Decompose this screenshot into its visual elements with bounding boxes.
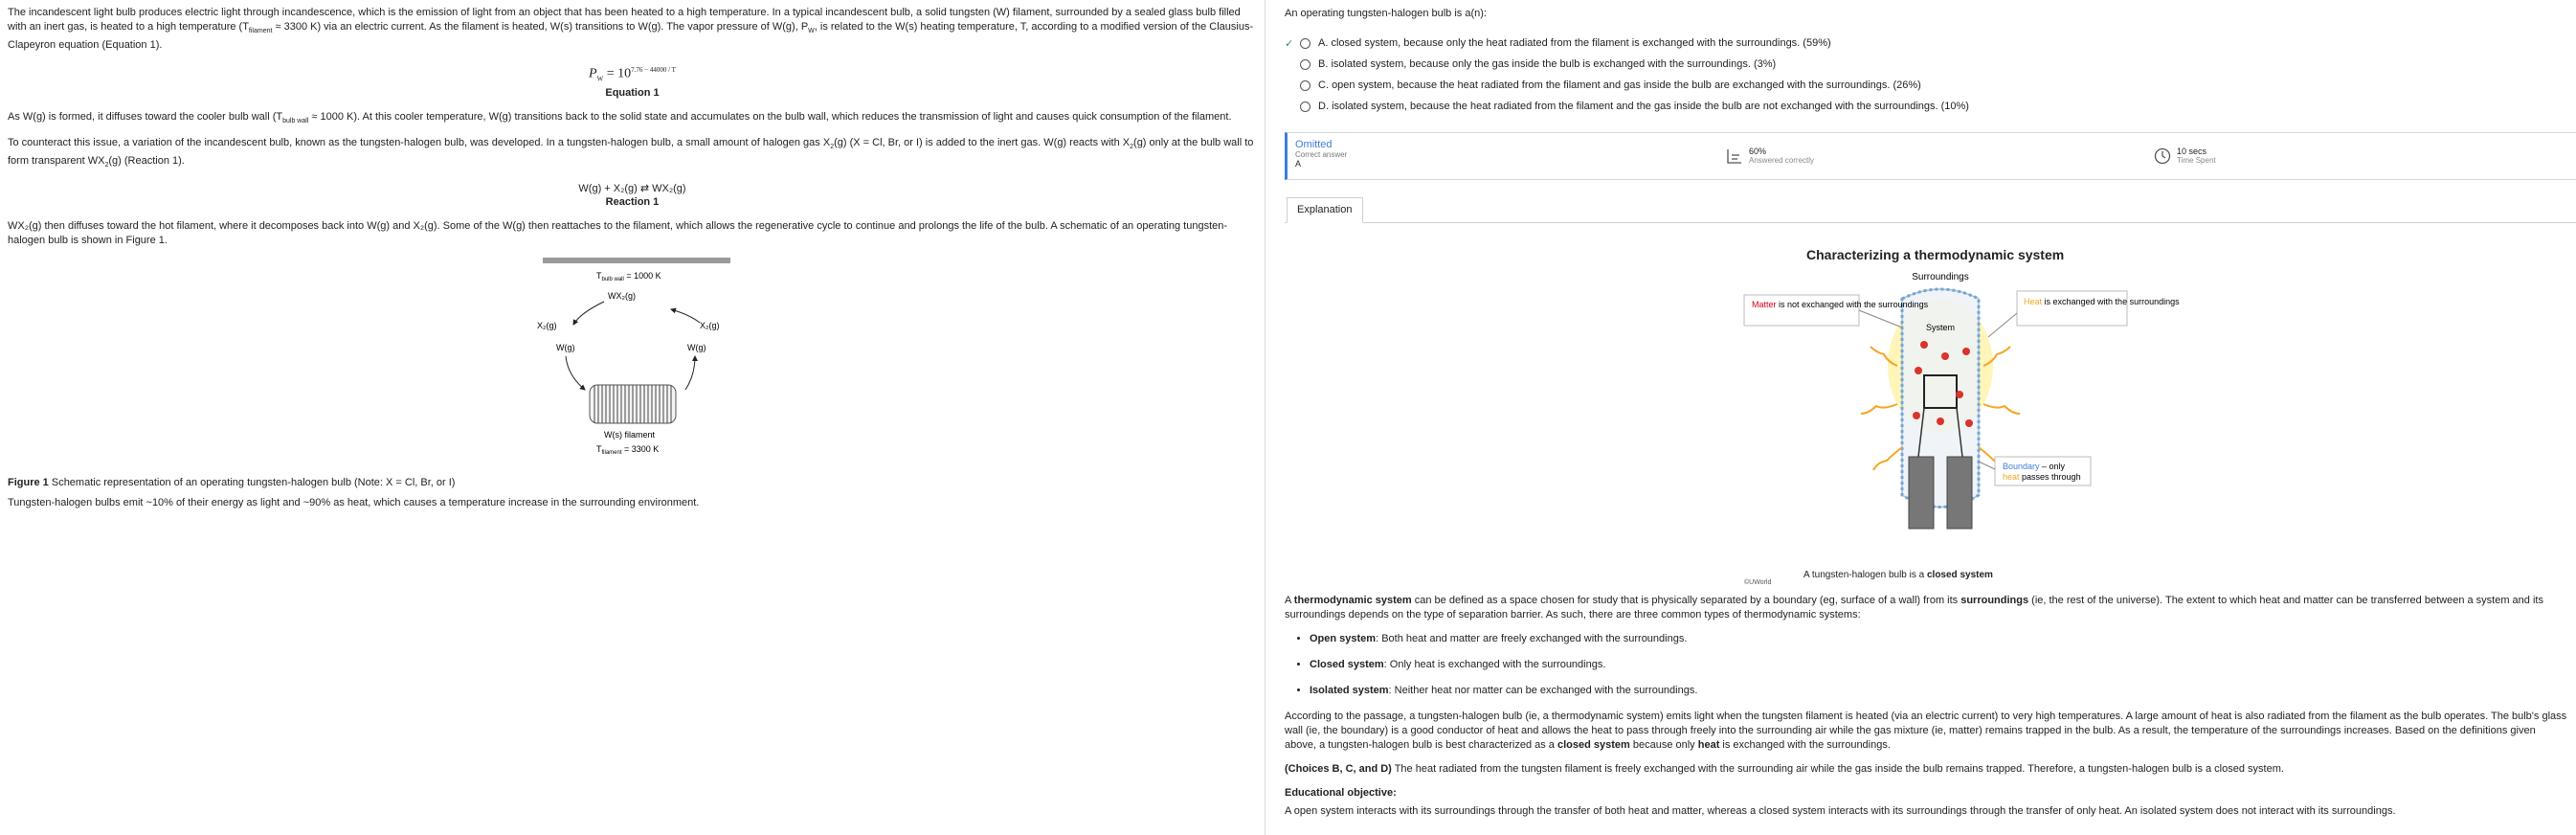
correct-answer-label: Correct answer <box>1295 150 1348 159</box>
diagram-caption: A tungsten-halogen bulb is a closed system <box>1803 570 1993 580</box>
radio-button[interactable] <box>1300 80 1310 91</box>
filament-coil <box>590 385 676 423</box>
arrow-left-to-filament <box>566 356 585 390</box>
time-label: Time Spent <box>2177 156 2216 165</box>
surroundings-label: Surroundings <box>1912 272 1969 282</box>
choice-c[interactable] <box>1285 75 1969 96</box>
tab-bar <box>1285 197 2576 223</box>
arrow-filament-to-right <box>685 356 695 390</box>
system-types-list <box>1285 632 2567 697</box>
radio-button[interactable] <box>1300 102 1310 112</box>
credit: ©UWorld <box>1744 579 1772 586</box>
percent-correct <box>1726 147 1814 165</box>
filament-label: W(s) filament <box>604 430 656 440</box>
choice-letter: B. <box>1318 58 1329 70</box>
heat-callout <box>1988 291 2180 337</box>
equation-1-label: Equation 1 <box>605 86 660 99</box>
list-item: • Open system: Both heat and matter are freely exchanged with the surroundings. <box>1310 632 2567 645</box>
correct-answer-value: A <box>1295 159 1302 169</box>
passage-paragraph-4: WX₂(g) then diffuses toward the hot filament, where it decomposes back into W(g) and X₂(g). Some of the W(g) then reattaches to the filament, which allows the regenerative cycle to continue and prolongs the life of the bulb. A schematic of an operating tungsten-halogen bulb is shown in Figure 1. <box>8 220 1228 247</box>
objective-text: A open system interacts with its surroundings through the transfer of both heat and matter, whereas a closed system interacts with its surroundings through the transfer of only heat. An isolated system does not interact with its surroundings. <box>1285 805 2396 817</box>
reaction-1-label: Reaction 1 <box>605 196 660 209</box>
status-text: Omitted <box>1295 139 1333 150</box>
question-stem: An operating tungsten-halogen bulb is a(n): <box>1285 8 1487 19</box>
w-right-label: W(g) <box>687 343 706 353</box>
time-value: 10 secs <box>2177 147 2207 156</box>
list-item: • Isolated system: Neither heat nor matter can be exchanged with the surroundings. <box>1310 684 2567 697</box>
answer-choices <box>1285 33 1969 117</box>
system-label: System <box>1925 323 1956 332</box>
explanation-paragraph-2: According to the passage, a tungsten-halogen bulb (ie, a thermodynamic system) emits light when the tungsten filament is heated (via an electric current) to very high temperatures. A large amount of heat is also radiated from the filament as the bulb operates. The bulb's glass wall (ie, the boundary) is a good conductor of heat and allows the heat to pass through freely into the surrounding air while the gas mixture (ie, matter) remains trapped in the bulb. As a result, the temperature of the surroundings increases. Based on the definitions given above, a tungsten-halogen bulb is best characterized as a closed system because only heat is exchanged with the surroundings. <box>1285 711 2567 751</box>
svg-text:Matter is not exchanged with t: Matter is not exchanged with the surroundings <box>1752 300 1929 309</box>
base-pin <box>1909 457 1934 529</box>
passage-paragraph-3: To counteract this issue, a variation of the incandescent bulb, known as the tungsten-halogen bulb, was developed. In a tungsten-halogen bulb, a small amount of halogen gas $X_2(g) (X = Cl$, Br, or I) is added to the inert gas. W(g) reacts with $X_2(g)$ only at the bulb wall to form transparent $WX_2(g)$ (Reaction 1). <box>8 136 1254 169</box>
equation-1: $P_W = 10^{7.76 - 44000 / T}$ <box>589 66 676 83</box>
correct-check-icon: ✓ <box>1285 37 1294 50</box>
x2-right-label: X₂(g) <box>700 321 720 331</box>
choice-a[interactable] <box>1285 33 1969 54</box>
thermodynamic-system-diagram <box>1744 260 2180 576</box>
w-left-label: W(g) <box>556 343 575 353</box>
percent-value: 60% <box>1749 147 1767 156</box>
passage-paragraph-2: As W(g) is formed, it diffuses toward the cooler bulb wall ($T_{bulb wall} \approx 1000$ K). At this cooler temperature, W(g) transitions back to the solid state and accumulates on the bulb wall, which reduces the transmission of light and causes quick consumption of the filament. <box>8 110 1232 124</box>
base-pin <box>1947 457 1972 529</box>
explanation-paragraph-1: A thermodynamic system can be defined as a space chosen for study that is physically separated by a boundary (eg, surface of a wall) from its surroundings (ie, the rest of the universe). The extent to which heat and matter can be transferred between a system and its surroundings depends on the type of separation barrier. As such, there are three common types of thermodynamic systems: <box>1285 595 2543 621</box>
choice-text: isolated system, because only the gas inside the bulb is exchanged with the surroundings. (3%) <box>1331 58 1777 70</box>
bulb-wall-temp-label: $T_{bulb wall} = 1000$ K <box>596 271 661 283</box>
time-spent <box>2154 147 2216 165</box>
figure-1-caption: Figure 1 Schematic representation of an operating tungsten-halogen bulb (Note: X = Cl, Br, or I) <box>8 477 456 489</box>
question-panel <box>1266 0 2576 835</box>
passage-panel <box>0 0 1266 835</box>
radio-button[interactable] <box>1300 59 1310 70</box>
omitted-status <box>1295 139 1347 169</box>
diagram-title: Characterizing a thermodynamic system <box>1806 247 2065 262</box>
svg-text:Heat is exchanged with the sur: Heat is exchanged with the surroundings <box>2024 297 2180 306</box>
x2-left-label: X₂(g) <box>537 321 557 331</box>
figure-1-schematic <box>537 256 786 466</box>
wx2-label: WX₂(g) <box>608 291 636 302</box>
choice-text: closed system, because only the heat radiated from the filament is exchanged with the surroundings. (59%) <box>1331 37 1831 49</box>
choice-letter: C. <box>1318 79 1329 91</box>
passage-paragraph-5: Tungsten-halogen bulbs emit ~10% of their energy as light and ~90% as heat, which causes a temperature increase in the surrounding environment. <box>8 497 700 509</box>
bar-chart-icon <box>1726 147 1743 165</box>
svg-text:heat passes through: heat passes through <box>2003 472 2081 482</box>
choice-letter: A. <box>1318 37 1329 49</box>
filament-temp-label: $T_{filament} = 3300$ K <box>596 444 660 457</box>
clock-icon <box>2154 147 2171 165</box>
objective-title: Educational objective: <box>1285 787 1397 799</box>
reaction-1: W(g) + X₂(g) ⇄ WX₂(g) <box>578 183 686 195</box>
boundary-callout <box>1979 457 2091 485</box>
answer-stats-bar <box>1285 132 2576 180</box>
bulb-wall <box>543 258 730 263</box>
passage-paragraph-1: The incandescent light bulb produces electric light through incandescence, which is the emission of light from an object that has been heated to a high temperature. In a typical incandescent bulb, a solid tungsten (W) filament, surrounded by a sealed glass bulb filled with an inert gas, is heated to a high temperature ($T_{filament} \approx 3300$ K) via an electric current. As the filament is heated, W(s) transitions to W(g). The vapor pressure of W(g), $P_W$, is related to the W(s) heating temperature, T, according to a modified version of the Clausius-Clapeyron equation (Equation 1). <box>8 7 1254 52</box>
svg-text:Boundary – only: Boundary – only <box>2003 462 2066 471</box>
choice-text: isolated system, because the heat radiated from the filament and the gas inside the bulb are not exchanged with the surroundings. (10%) <box>1332 101 1969 112</box>
arrow-right-to-wx2 <box>671 309 700 323</box>
arrow-wx2-to-left <box>573 302 604 325</box>
radio-button[interactable] <box>1300 38 1310 49</box>
explanation-body <box>1285 594 2567 828</box>
choice-letter: D. <box>1318 101 1329 112</box>
percent-label: Answered correctly <box>1749 156 1815 165</box>
choice-d[interactable] <box>1285 96 1969 117</box>
explanation-paragraph-3: (Choices B, C, and D) The heat radiated from the tungsten filament is freely exchanged with the surrounding air while the gas inside the bulb remains trapped. Therefore, a tungsten-halogen bulb is a closed system. <box>1285 763 2284 775</box>
choice-text: open system, because the heat radiated from the filament and gas inside the bulb are exchanged with the surroundings. (26%) <box>1332 79 1921 91</box>
choice-b[interactable] <box>1285 54 1969 75</box>
list-item: • Closed system: Only heat is exchanged with the surroundings. <box>1310 658 2567 671</box>
tab-explanation[interactable]: Explanation <box>1287 197 1363 223</box>
